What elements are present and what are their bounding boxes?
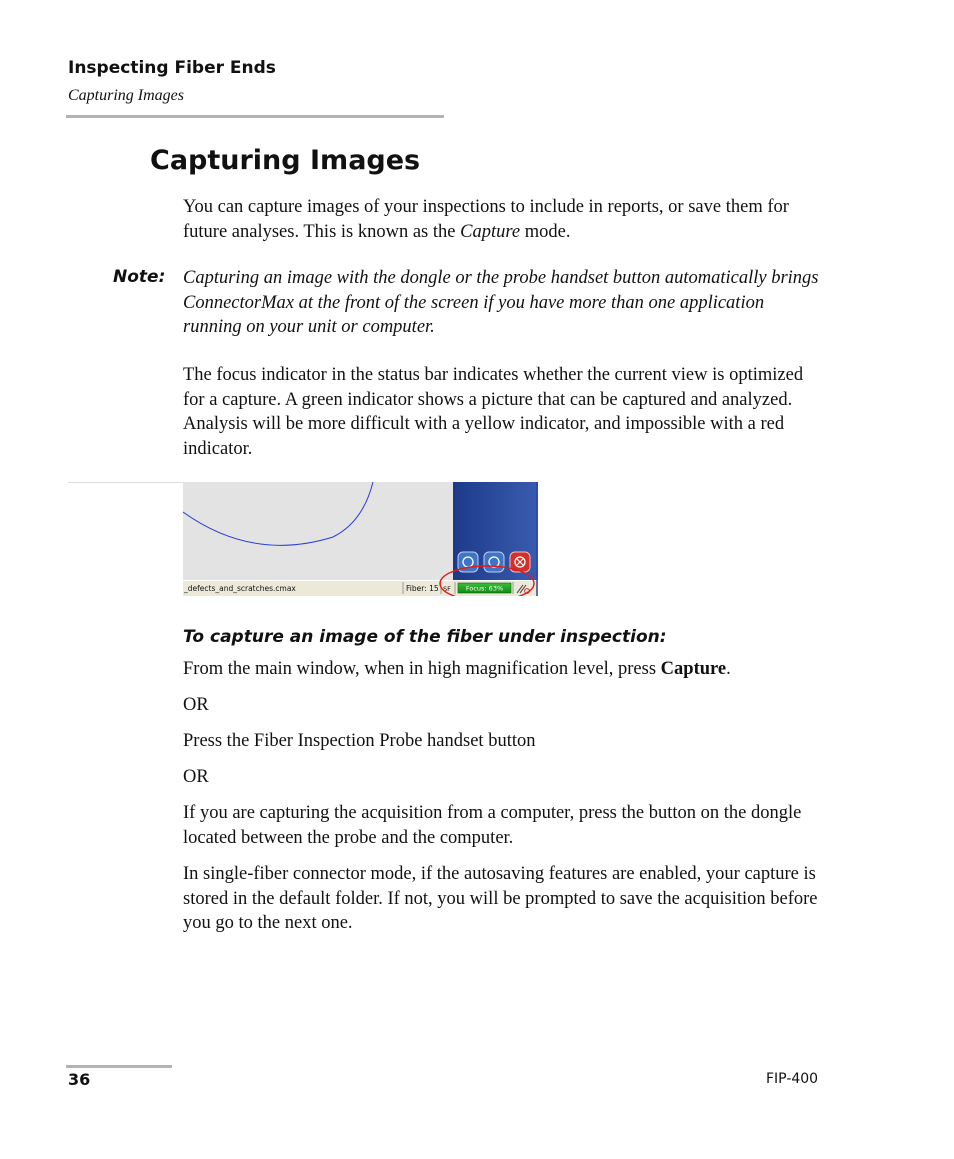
procedure-heading: To capture an image of the fiber under inspection: [183,627,667,647]
procedure-step-capture [183,657,823,682]
focus-indicator-paragraph: The focus indicator in the status bar indicates whether the current view is optimized for a capture. A green indicator shows a picture that can be captured and analyzed. Analysis will be more difficult with a yellow indicator, and impossible with a red indicator. [183,365,804,459]
procedure-step-dongle: If you are capturing the acquisition from a computer, press the button on the dongle located between the probe and the computer. [183,803,802,848]
footer-divider [66,1065,172,1068]
help-icon[interactable] [484,552,504,572]
status-filename: _defects_and_scratches.cmax [184,584,296,593]
header-divider [66,115,444,118]
intro-paragraph [183,195,823,244]
status-fiber: Fiber: 15 [406,584,439,593]
note-text: Capturing an image with the dongle or the probe handset button automatically brings ConnectorMax at the front of the screen if you have more than one application running on your unit or computer. [183,268,819,337]
autosave-paragraph: In single-fiber connector mode, if the autosaving features are enabled, your capture is stored in the default folder. If not, you will be prompted to save the acquisition before you go to the next one. [183,864,818,933]
figure-crop-line [68,482,183,483]
figure-screenshot [183,482,538,596]
step1-text: From the main window, when in high magnification level, press [183,659,661,679]
intro-text-start: You can capture images of your inspections to include in reports, or save them for future analyses. This is known as the [183,197,789,242]
running-header-section: Capturing Images [68,87,184,104]
page-title: Capturing Images [150,145,421,176]
intro-emphasis: Capture [460,221,521,242]
product-name: FIP-400 [766,1071,819,1087]
focus-indicator-label: Focus: 63% [465,584,504,593]
status-fiber-type: SF [443,585,451,593]
fiber-image-area [183,482,453,580]
or-separator: OR [183,695,209,715]
note-label: Note: [113,267,166,287]
step1-period: . [726,659,731,679]
running-header-chapter: Inspecting Fiber Ends [68,58,276,78]
status-bar-figure [183,482,538,596]
or-separator: OR [183,767,209,787]
intro-text-end: mode. [520,221,571,242]
capture-button-label: Capture [660,659,727,679]
page-number: 36 [68,1070,91,1089]
procedure-step-handset: Press the Fiber Inspection Probe handset button [183,731,536,751]
